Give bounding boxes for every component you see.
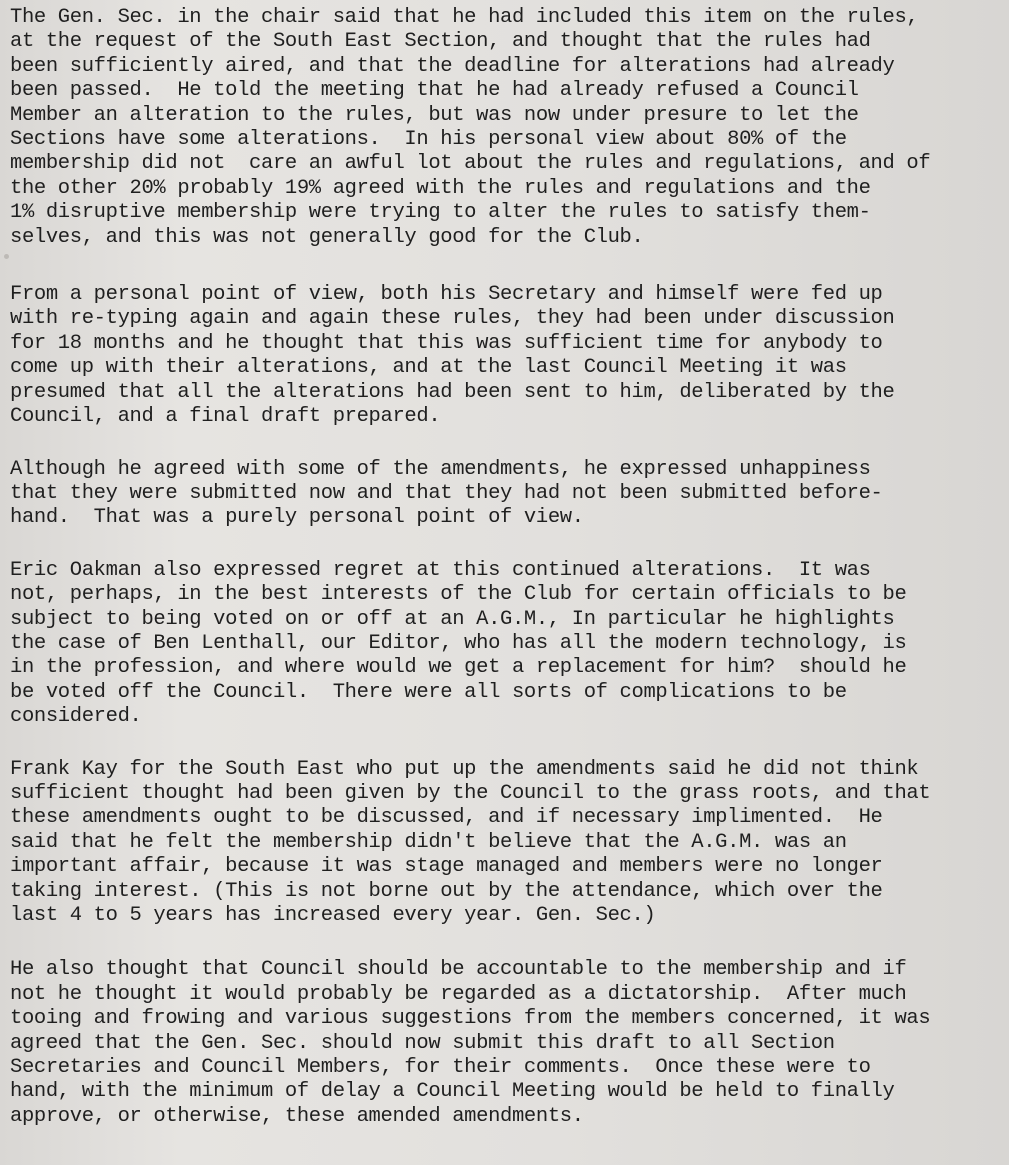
paragraph-retyping-complaint: From a personal point of view, both his Secretary and himself were fed up with re-typing again and again these rules, they had been under discussion for 18 months and he thought that this was sufficient time for anybody to come up with their alterations, and at the last Council Meeting it was presumed that all the alterations had been sent to him, deliberated by the Council, and a final draft prepared. xyxy=(10,283,895,429)
paragraph-unhappiness: Although he agreed with some of the amendments, he expressed unhappiness that they were submitted now and that they had not been submitted before- hand. That was a purely personal point of view. xyxy=(10,457,883,530)
paper-speck xyxy=(4,254,9,259)
paragraph-eric-oakman: Eric Oakman also expressed regret at this continued alterations. It was not, perhaps, in the best interests of the Club for certain officials to be subject to being voted on or off at an A.G.M., In particular he highlights the case of Ben Lenthall, our Editor, who has all the modern technology, is in the profession, and where would we get a replacement for him? should he be voted off the Council. There were all sorts of complications to be considered. xyxy=(10,558,907,729)
paragraph-accountability-outcome: He also thought that Council should be accountable to the membership and if not he thought it would probably be regarded as a dictatorship. After much tooing and frowing and various suggestions from the members concerned, it was agreed that the Gen. Sec. should now submit this draft to all Section Secretaries and Council Members, for their comments. Once these were to hand, with the minimum of delay a Council Meeting would be held to finally approve, or otherwise, these amended amendments. xyxy=(10,958,931,1128)
paragraph-rules-chair-statement: The Gen. Sec. in the chair said that he had included this item on the rules, at the request of the South East Section, and thought that the rules had been sufficiently aired, and that the deadline for alterations had already been passed. He told the meeting that he had already refused a Council Member an alteration to the rules, but was now under presure to let the Sections have some alterations. In his personal view about 80% of the membership did not care an awful lot about the rules and regulations, and of the other 20% probably 19% agreed with the rules and regulations and the 1% disruptive membership were trying to alter the rules to satisfy them- selves, and this was not generally good for the Club. xyxy=(10,6,931,249)
paragraph-frank-kay: Frank Kay for the South East who put up the amendments said he did not think sufficient thought had been given by the Council to the grass roots, and that these amendments ought to be discussed, and if necessary implimented. He said that he felt the membership didn't believe that the A.G.M. was an important affair, because it was stage managed and members were no longer taking interest. (This is not borne out by the attendance, which over the last 4 to 5 years has increased every year. Gen. Sec.) xyxy=(10,757,931,927)
